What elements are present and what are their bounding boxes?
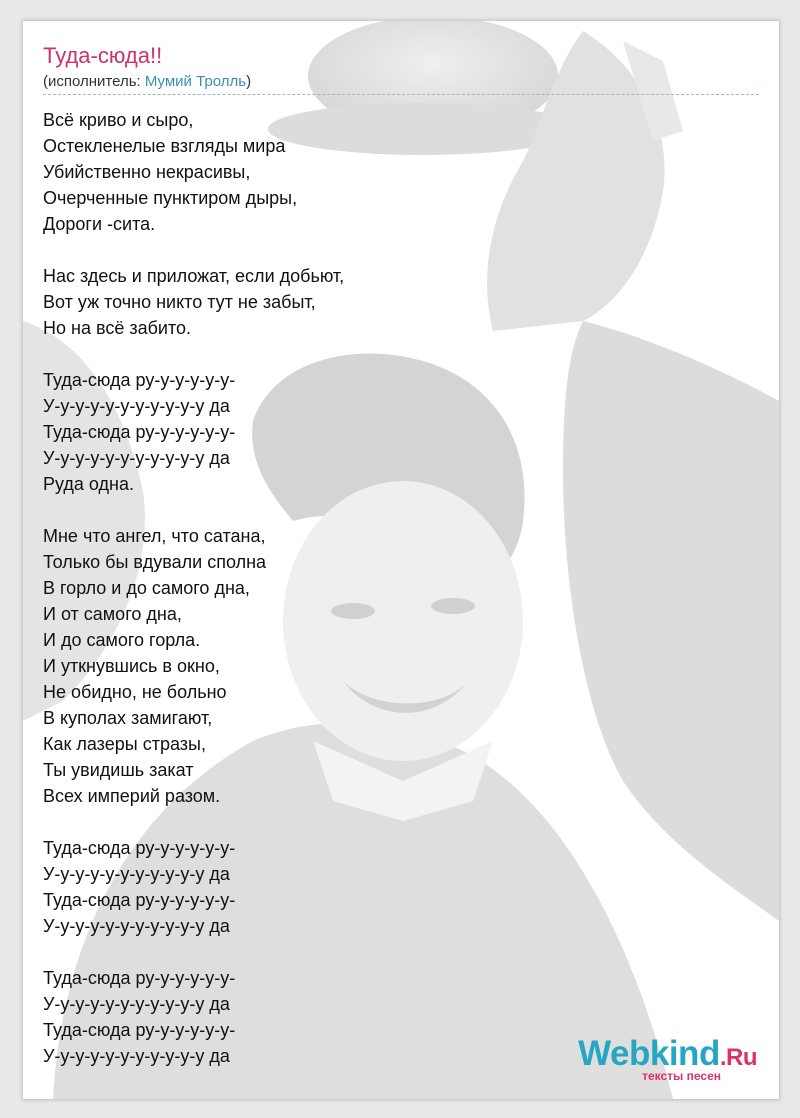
lyric-line: Руда одна. [43,474,134,494]
lyric-line: Туда-сюда ру-у-у-у-у-у- [43,838,236,858]
artist-prefix: (исполнитель: [43,73,145,90]
lyric-line: У-у-у-у-у-у-у-у-у-у-у да [43,448,230,468]
lyric-line: Как лазеры стразы, [43,734,206,754]
lyric-line: И до самого горла. [43,630,201,650]
lyric-line: Но на всё забито. [43,318,192,338]
artist-suffix: ) [246,73,252,90]
lyric-line: Убийственно некрасивы, [43,162,251,182]
lyric-line: Ты увидишь закат [43,760,194,780]
lyric-line: И уткнувшись в окно, [43,656,220,676]
lyrics-content [43,43,759,1095]
lyric-line: Всё криво и сыро, [43,110,194,130]
lyric-line: У-у-у-у-у-у-у-у-у-у-у да [43,1046,230,1066]
lyric-line: В куполах замигают, [43,708,213,728]
stanza [43,263,759,341]
lyric-line: Мне что ангел, что сатана, [43,526,266,546]
brand-tld: .Ru [719,1044,757,1071]
lyric-line: Очерченные пунктиром дыры, [43,188,298,208]
lyric-line: Только бы вдували сполна [43,552,267,572]
lyric-line: У-у-у-у-у-у-у-у-у-у-у да [43,994,230,1014]
lyric-line: И от самого дна, [43,604,182,624]
lyric-line: Туда-сюда ру-у-у-у-у-у- [43,890,236,910]
brand-tagline: тексты песен [642,1069,721,1083]
stanza [43,107,759,237]
lyric-line: Вот уж точно никто тут не забыт, [43,292,316,312]
lyric-line: У-у-у-у-у-у-у-у-у-у-у да [43,916,230,936]
stanza [43,367,759,497]
lyric-line: Дороги -сита. [43,214,156,234]
webkind-logo[interactable] [578,1036,757,1083]
artist-link[interactable]: Мумий Тролль [144,73,247,90]
lyric-line: Туда-сюда ру-у-у-у-у-у- [43,968,236,988]
lyrics-page [22,20,780,1100]
lyric-line: У-у-у-у-у-у-у-у-у-у-у да [43,864,230,884]
lyric-line: Нас здесь и приложат, если добьют, [43,266,345,286]
song-title: Туда-сюда!! [43,43,163,68]
lyric-line: Не обидно, не больно [43,682,227,702]
title-divider [43,94,759,95]
lyric-line: Туда-сюда ру-у-у-у-у-у- [43,370,236,390]
stanza [43,835,759,939]
lyric-line: Туда-сюда ру-у-у-у-у-у- [43,1020,236,1040]
brand-name-text: Webkind [578,1034,720,1073]
lyric-line: Туда-сюда ру-у-у-у-у-у- [43,422,236,442]
lyrics-body [43,107,759,1069]
lyric-line: Остекленелые взгляды мира [43,136,286,156]
lyric-line: У-у-у-у-у-у-у-у-у-у-у да [43,396,230,416]
artist-line [43,71,759,93]
stanza [43,523,759,809]
lyric-line: В горло и до самого дна, [43,578,250,598]
lyric-line: Всех империй разом. [43,786,221,806]
